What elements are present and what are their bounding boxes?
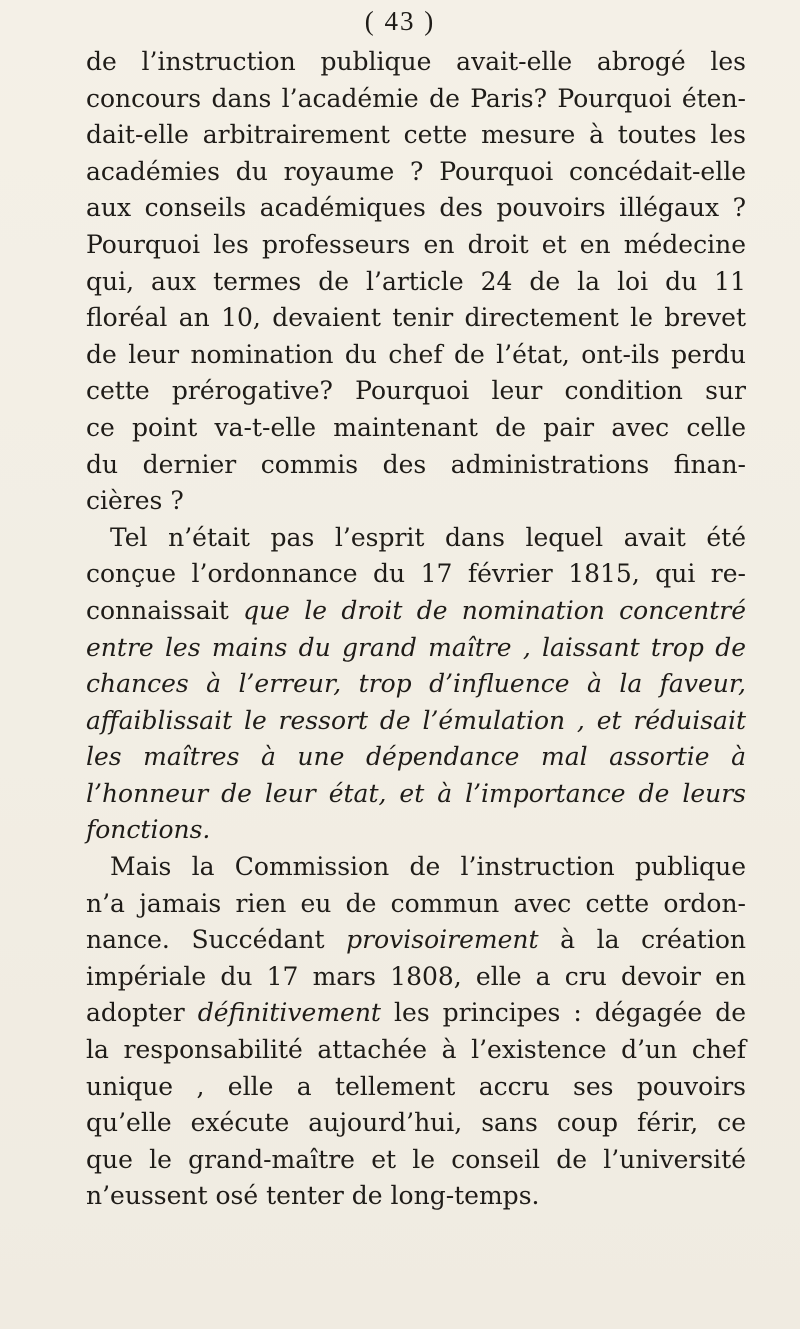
- italic-quote-line: les maîtres à une dépendance mal assortie à: [86, 742, 746, 772]
- text-line: de leur nomination du chef de l’état, ont-ils perdu: [86, 339, 746, 369]
- text-line: de l’instruction publique avait-elle abrogé les: [86, 47, 746, 76]
- text-line: du dernier commis des administrations finan-: [86, 449, 746, 479]
- text-span: connaissait: [86, 595, 244, 625]
- text-line: [86, 593, 746, 630]
- text-line: n’a jamais rien eu de commun avec cette ordon-: [86, 888, 746, 918]
- italic-word: définitivement: [197, 998, 381, 1028]
- text-line: aux conseils académiques des pouvoirs illégaux ?: [86, 193, 746, 223]
- text-line: cières ?: [86, 486, 184, 516]
- text-line: que le grand-maître et le conseil de l’université: [86, 1144, 746, 1174]
- text-span: adopter: [86, 998, 198, 1028]
- text-line: la responsabilité attachée à l’existence d’un chef: [86, 1035, 746, 1065]
- italic-quote-line: fonctions.: [86, 815, 211, 845]
- text-line: conçue l’ordonnance du 17 février 1815, qui re-: [86, 559, 746, 589]
- paragraph-start-line: Mais la Commission de l’instruction publique: [110, 852, 746, 882]
- text-span: à la création: [538, 925, 746, 955]
- italic-quote-line: chances à l’erreur, trop d’influence à la faveur,: [86, 669, 746, 699]
- text-line: ce point va-t-elle maintenant de pair avec celle: [86, 412, 746, 442]
- text-line: unique , elle a tellement accru ses pouvoirs: [86, 1071, 746, 1101]
- text-line: impériale du 17 mars 1808, elle a cru devoir en: [86, 961, 746, 991]
- text-line: [86, 995, 746, 1032]
- text-line: cette prérogative? Pourquoi leur condition sur: [86, 376, 746, 406]
- text-line: qui, aux termes de l’article 24 de la loi du 11: [86, 266, 746, 296]
- text-line: dait-elle arbitrairement cette mesure à toutes les: [86, 120, 746, 150]
- paragraph-start-line: Tel n’était pas l’esprit dans lequel avait été: [110, 522, 746, 552]
- text-span: nance. Succédant: [86, 925, 347, 955]
- page-number: ( 43 ): [364, 6, 436, 36]
- text-line: n’eussent osé tenter de long-temps.: [86, 1181, 540, 1211]
- text-span: les principes : dégagée de: [380, 998, 746, 1028]
- italic-word: provisoirement: [346, 925, 539, 955]
- text-line: [86, 922, 746, 959]
- body-text: [86, 44, 746, 1215]
- text-line: concours dans l’académie de Paris? Pourquoi éten-: [86, 83, 746, 113]
- text-line: Pourquoi les professeurs en droit et en médecine: [86, 229, 746, 259]
- text-line: qu’elle exécute aujourd’hui, sans coup férir, ce: [86, 1108, 746, 1138]
- text-line: floréal an 10, devaient tenir directement le brevet: [86, 303, 746, 333]
- italic-quote-line: l’honneur de leur état, et à l’importance de leurs: [86, 778, 746, 808]
- italic-quote-line: entre les mains du grand maître , laissant trop de: [86, 632, 746, 662]
- text-line: académies du royaume ? Pourquoi concédait-elle: [86, 156, 746, 186]
- italic-quote-line: affaiblissait le ressort de l’émulation , et réduisait: [86, 705, 746, 735]
- italic-quote-span: que le droit de nomination concentré: [243, 595, 746, 625]
